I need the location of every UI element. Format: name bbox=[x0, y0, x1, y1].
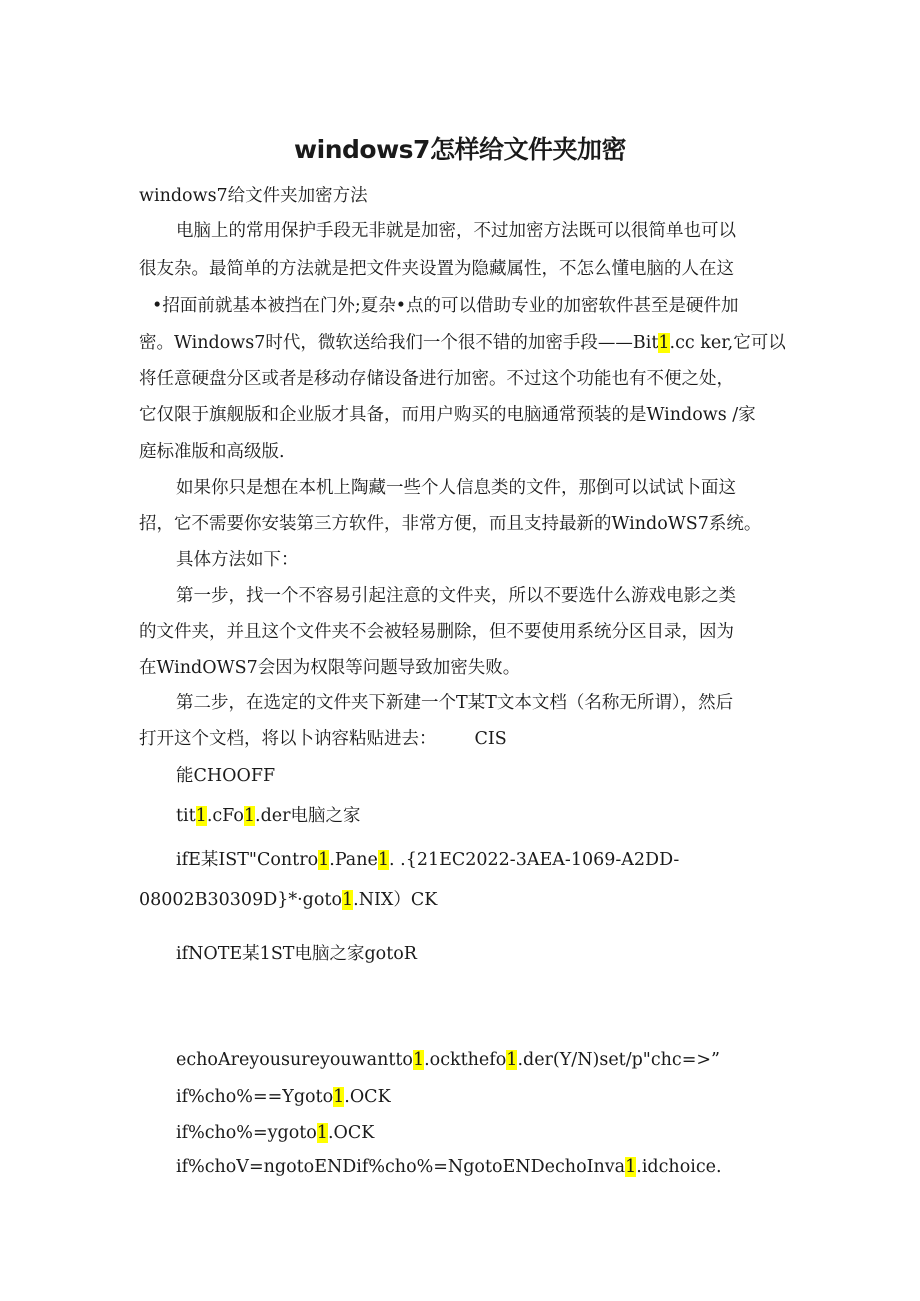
code-line bbox=[176, 1050, 720, 1070]
text-run: if%choV=ngotoENDif%cho%=NgotoENDechoInva bbox=[176, 1157, 626, 1177]
text-run: .ockthefo bbox=[424, 1050, 507, 1070]
highlight-mark: 1 bbox=[318, 850, 330, 870]
code-line bbox=[176, 846, 679, 871]
text-run: .NIX）CK bbox=[353, 890, 438, 910]
text-run: 打开这个文档，将以卜讷容粘贴进去： bbox=[139, 729, 437, 749]
highlight-mark: 1 bbox=[243, 806, 256, 826]
paragraph-line: 很友杂。最简单的方法就是把文件夹设置为隐藏属性，不怎么懂电脑的人在这 bbox=[139, 259, 734, 279]
text-run: if%cho%==Ygoto bbox=[176, 1087, 334, 1107]
code-line bbox=[176, 802, 361, 827]
text-run: . .{21EC2022-3AEA-1069-A2DD- bbox=[389, 850, 680, 870]
text-run: echoAreyousureyouwantto bbox=[176, 1050, 413, 1070]
subtitle: windows7给文件夹加密方法 bbox=[139, 186, 368, 206]
text-run: .cFo bbox=[206, 806, 244, 826]
highlight-mark: 1 bbox=[333, 1087, 345, 1107]
page-title: windows7怎样给文件夹加密 bbox=[294, 135, 626, 164]
code-line bbox=[176, 1123, 374, 1143]
text-run: .idchoice. bbox=[636, 1157, 722, 1177]
text-run: .OCK bbox=[327, 1123, 375, 1143]
code-line bbox=[139, 886, 437, 911]
paragraph-line: 如果你只是想在本机上陶藏一些个人信息类的文件，那倒可以试试卜面这 bbox=[176, 478, 736, 498]
text-run: .Pane bbox=[329, 850, 378, 870]
highlight-mark: 1 bbox=[412, 1050, 425, 1070]
highlight-mark: 1 bbox=[316, 1123, 328, 1143]
paragraph-line: 招，它不需要你安装第三方软件，非常方便，而且支持最新的WindoWS7系统。 bbox=[139, 514, 762, 534]
highlight-mark: 1 bbox=[658, 333, 670, 353]
paragraph-line: 在WindOWS7会因为权限等问题导致加密失败。 bbox=[139, 658, 521, 678]
text-run: 08002B30309D}*·goto bbox=[139, 890, 342, 910]
paragraph-line: •招面前就基本被挡在门外;夏杂•点的可以借助专业的加密软件甚至是硬件加 bbox=[152, 296, 739, 316]
text-run: .OCK bbox=[344, 1087, 391, 1107]
highlight-mark: 1 bbox=[195, 806, 207, 826]
paragraph-line: 的文件夹，并且这个文件夹不会被轻易删除，但不要使用系统分区目录，因为 bbox=[139, 622, 734, 642]
paragraph-line: 将任意硬盘分区或者是移动存储设备进行加密。不过这个功能也有不便之处， bbox=[139, 369, 734, 389]
highlight-mark: 1 bbox=[506, 1050, 518, 1070]
text-run: .der电脑之家 bbox=[255, 806, 361, 826]
text-run: if%cho%=ygoto bbox=[176, 1123, 317, 1143]
paragraph-line bbox=[139, 725, 507, 750]
text-run: tit bbox=[176, 806, 196, 826]
paragraph-line: 具体方法如下： bbox=[176, 550, 299, 570]
highlight-mark: 1 bbox=[377, 850, 390, 870]
paragraph-line bbox=[139, 329, 786, 354]
code-line bbox=[176, 1087, 391, 1107]
code-line: ifNOTE某1ST电脑之家gotoR bbox=[176, 944, 417, 964]
highlight-mark: 1 bbox=[625, 1157, 637, 1177]
paragraph-line: 第一步，找一个不容易引起注意的文件夹，所以不要选什么游戏电影之类 bbox=[176, 586, 736, 606]
paragraph-line: 第二步，在选定的文件夹下新建一个T某T文本文档（名称无所谓），然后 bbox=[176, 693, 734, 713]
text-run: .cc ker,它可以 bbox=[669, 333, 786, 353]
highlight-mark: 1 bbox=[342, 890, 354, 910]
paragraph-line: 庭标准版和高级版. bbox=[139, 442, 285, 462]
text-run: ifE某IST"Contro bbox=[176, 850, 319, 870]
code-line bbox=[176, 1157, 722, 1177]
text-run: 密。Windows7时代，微软送给我们一个很不错的加密手段——Bit bbox=[139, 333, 659, 353]
code-line: 能CHOOFF bbox=[176, 766, 276, 786]
paragraph-line: 它仅限于旗舰版和企业版才具备，而用户购买的电脑通常预装的是Windows /家 bbox=[139, 405, 756, 425]
paragraph-line: 电脑上的常用保护手段无非就是加密，不过加密方法既可以很简单也可以 bbox=[176, 221, 736, 241]
text-run: CIS bbox=[474, 729, 507, 749]
text-run: .der(Y/N)set/p"chc=>” bbox=[517, 1050, 721, 1070]
